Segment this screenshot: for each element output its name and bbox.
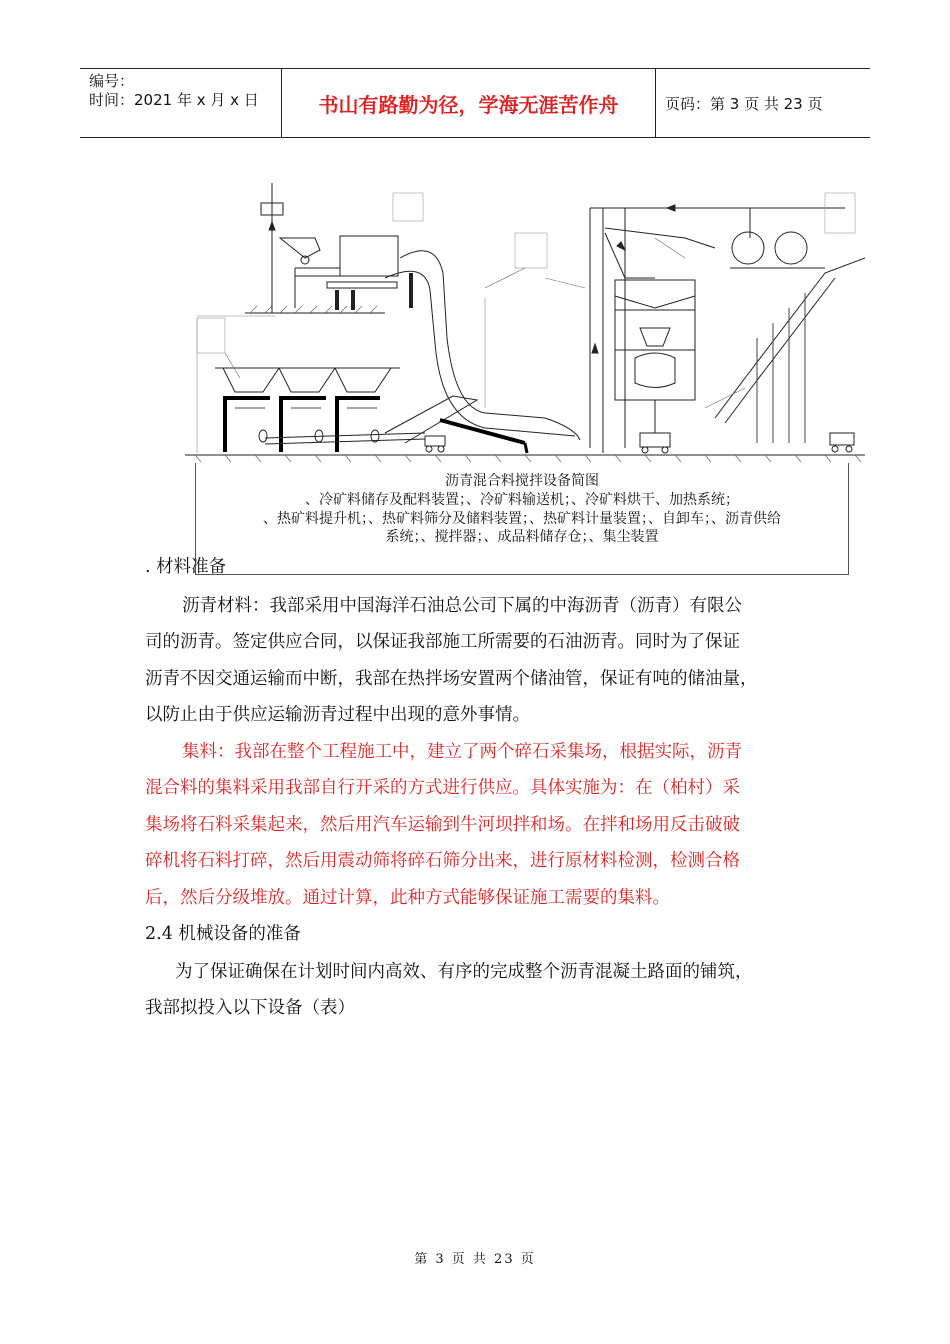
paragraph-line: 沥青材料：我部采用中国海洋石油总公司下属的中海沥青（沥青）有限公 xyxy=(182,596,742,616)
page-info: 页码：第 3 页 共 23 页 xyxy=(665,94,823,113)
figure-title: 沥青混合料搅拌设备简图 xyxy=(445,473,599,489)
paragraph-line: 为了保证确保在计划时间内高效、有序的完成整个沥青混凝土路面的铺筑， xyxy=(175,962,753,982)
header-left-cell xyxy=(80,69,282,137)
figure-caption-line: 系统；、搅拌器；、成品料储存仓；、集尘装置 xyxy=(385,529,659,545)
paragraph-line: 我部拟投入以下设备（表） xyxy=(145,998,355,1018)
page-footer: 第 3 页 共 23 页 xyxy=(414,1252,536,1267)
paragraph-line-highlight: 混合料的集料采用我部自行开采的方式进行供应。具体实施为：在（柏村）采 xyxy=(145,778,740,798)
figure-caption-line: 、热矿料提升机；、热矿料筛分及储料装置；、热矿料计量装置；、自卸车；、沥青供给 xyxy=(263,511,781,527)
paragraph-line: 沥青不因交通运输而中断，我部在热拌场安置两个储油管，保证有吨的储油量， xyxy=(145,669,758,689)
figure-caption-line: 、冷矿料储存及配料装置；、冷矿料输送机；、冷矿料烘干、加热系统； xyxy=(305,492,739,508)
section-heading-equipment: 2.4 机械设备的准备 xyxy=(145,924,301,944)
date-line: 时间：2021 年 x 月 x 日 xyxy=(89,91,259,109)
paragraph-line: 以防止由于供应运输沥青过程中出现的意外事情。 xyxy=(145,705,530,725)
doc-number-label: 编号： xyxy=(89,72,135,90)
paragraph-line-highlight: 集料：我部在整个工程施工中，建立了两个碎石采集场，根据实际，沥青 xyxy=(182,742,742,762)
motto: 书山有路勤为径，学海无涯苦作舟 xyxy=(282,69,656,137)
paragraph-line-highlight: 碎机将石料打碎，然后用震动筛将碎石筛分出来，进行原材料检测，检测合格 xyxy=(145,851,740,871)
paragraph-line-highlight: 集场将石料采集起来，然后用汽车运输到牛河坝拌和场。在拌和场用反击破破 xyxy=(145,815,740,835)
asphalt-mixing-plant-diagram xyxy=(185,178,865,463)
section-heading-materials: . 材料准备 xyxy=(145,557,227,577)
paragraph-line-highlight: 后，然后分级堆放。通过计算，此种方式能够保证施工需要的集料。 xyxy=(145,888,670,908)
header-table xyxy=(80,68,870,138)
paragraph-line: 司的沥青。签定供应合同，以保证我部施工所需要的石油沥青。同时为了保证 xyxy=(145,632,740,652)
